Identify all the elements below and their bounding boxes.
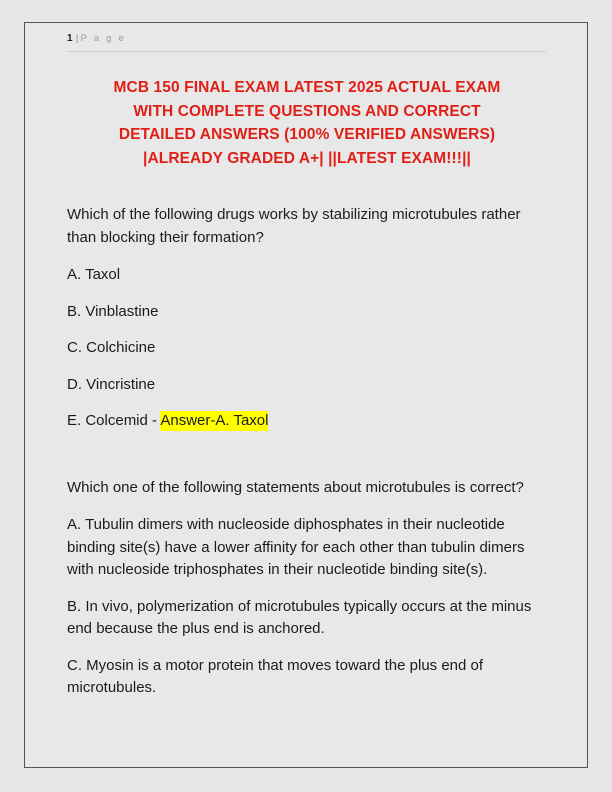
question-2-stem: Which one of the following statements about microtubules is correct? xyxy=(67,478,524,496)
question-1-option-a: A. Taxol xyxy=(67,266,121,283)
question-spacer xyxy=(67,447,547,477)
exam-title-line-3: DETAILED ANSWERS (100% VERIFIED ANSWERS) xyxy=(118,126,496,143)
exam-title-line-4: |ALREADY GRADED A+| ||LATEST EXAM!!!|| xyxy=(143,149,471,167)
question-2-option-c: C. Myosin is a motor protein that moves toward the plus end of microtubules. xyxy=(67,656,484,696)
question-1-answer-highlight: Answer-A. Taxol xyxy=(160,412,269,429)
question-1-option-e-label: E. Colcemid - xyxy=(67,412,161,429)
exam-body xyxy=(67,204,547,700)
page-content-area xyxy=(67,33,547,714)
exam-title-line-2: WITH COMPLETE QUESTIONS AND CORRECT xyxy=(133,102,481,120)
page-label: P a g e xyxy=(80,33,126,44)
document-page xyxy=(24,22,588,768)
question-1-stem: Which of the following drugs works by stabilizing microtubules rather than blocking their formation? xyxy=(67,206,521,246)
question-1-option-e xyxy=(67,410,547,433)
header-divider xyxy=(67,51,546,52)
question-2-option-b: B. In vivo, polymerization of microtubules typically occurs at the minus end because the plus end is anchored. xyxy=(67,597,532,637)
question-2-option-a: A. Tubulin dimers with nucleoside diphosphates in their nucleotide binding site(s) have a lower affinity for each other than tubulin dimers with nucleoside triphosphates in their nucleotide binding site(s). xyxy=(67,516,525,578)
question-1-option-c: C. Colchicine xyxy=(67,339,156,356)
question-1-option-d: D. Vincristine xyxy=(67,375,156,393)
exam-title xyxy=(67,76,547,170)
page-number: 1 xyxy=(67,33,73,44)
header-separator: | xyxy=(75,33,79,44)
running-header xyxy=(67,33,547,50)
exam-title-line-1: MCB 150 FINAL EXAM LATEST 2025 ACTUAL EXAM xyxy=(113,79,501,96)
question-1-option-b: B. Vinblastine xyxy=(67,302,159,320)
